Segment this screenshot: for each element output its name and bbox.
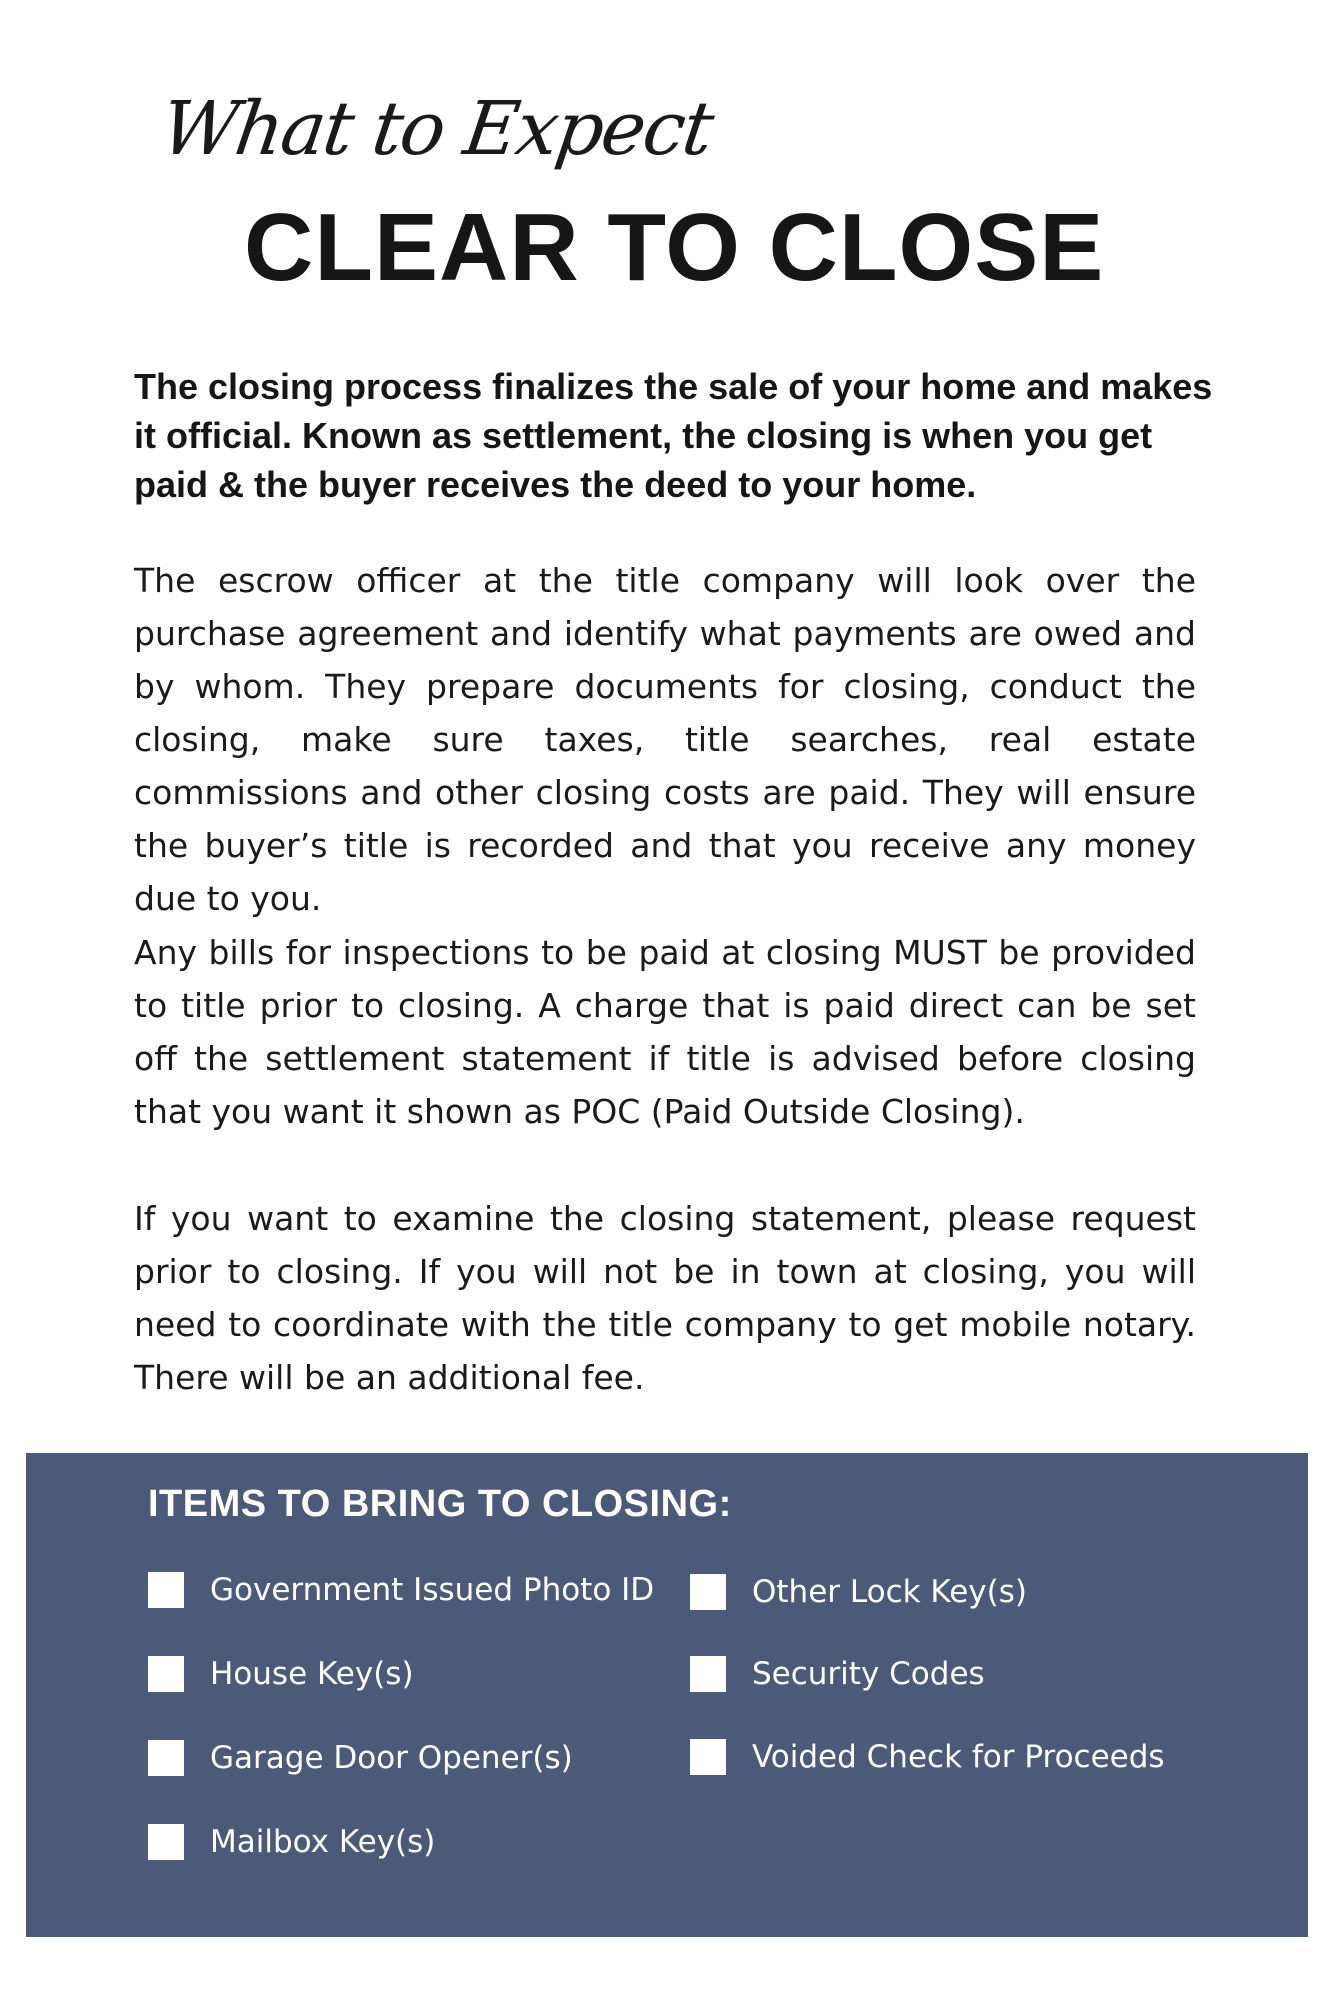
paragraph-escrow: The escrow officer at the title company will look over the purchase agreement and identify what payments are owed and by whom. They prepare documents for closing, conduct the closing, make sure taxes, title searches, real estate commissions and other closing costs are paid. They will ensure the buyer’s title is recorded and that you receive any money due to you. (134, 561, 1196, 918)
checklist-item-label: Security Codes (752, 1655, 985, 1692)
paragraph-bills: Any bills for inspections to be paid at closing MUST be provided to title prior to closing. A charge that is paid direct can be set off the settlement statement if title is advised before closing that you want it shown as POC (Paid Outside Closing). (134, 933, 1196, 1131)
checkbox[interactable] (148, 1572, 184, 1608)
checklist-item-voided-check (690, 1737, 1165, 1777)
checklist-item-label: House Key(s) (210, 1655, 414, 1692)
checklist-item-house-keys (148, 1654, 414, 1694)
items-checklist-panel (26, 1453, 1308, 1937)
checklist-item-other-lock-keys (690, 1572, 1027, 1612)
checkbox[interactable] (690, 1739, 726, 1775)
checkbox[interactable] (148, 1824, 184, 1860)
checklist-item-label: Voided Check for Proceeds (752, 1738, 1165, 1775)
checklist-item-garage-opener (148, 1738, 573, 1778)
checklist-heading: ITEMS TO BRING TO CLOSING: (148, 1483, 732, 1525)
checklist-item-security-codes (690, 1654, 985, 1694)
checklist-item-label: Garage Door Opener(s) (210, 1739, 573, 1776)
checkbox[interactable] (690, 1656, 726, 1692)
script-title: What to Expect (155, 86, 718, 172)
checkbox[interactable] (148, 1656, 184, 1692)
checklist-item-label: Mailbox Key(s) (210, 1823, 436, 1860)
checklist-item-photo-id (148, 1570, 654, 1610)
checklist-item-label: Government Issued Photo ID (210, 1571, 655, 1608)
paragraph-statement: If you want to examine the closing statement, please request prior to closing. If you will not be in town at closing, you will need to coordinate with the title company to get mobile notary. There will be an additional fee. (134, 1199, 1196, 1397)
checklist-item-mailbox-keys (148, 1822, 435, 1862)
checklist-item-label: Other Lock Key(s) (752, 1573, 1027, 1610)
checkbox[interactable] (690, 1574, 726, 1610)
page-title: CLEAR TO CLOSE (244, 194, 1105, 301)
checkbox[interactable] (148, 1740, 184, 1776)
intro-text: The closing process finalizes the sale of your home and makes it official. Known as settlement, the closing is when you get paid & the buyer receives the deed to your home. (134, 366, 1213, 505)
